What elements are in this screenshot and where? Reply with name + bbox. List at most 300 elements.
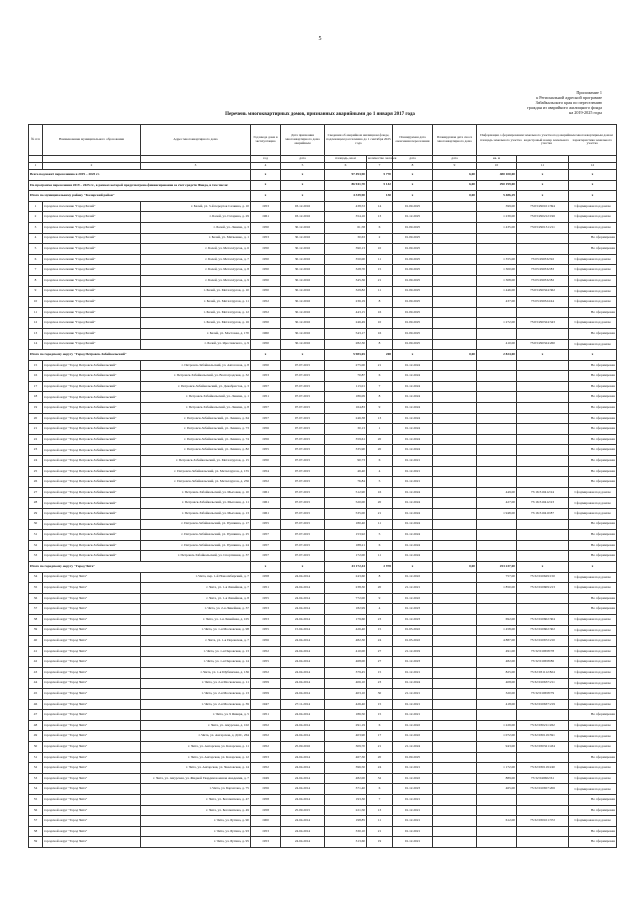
row-number: 38 [29, 614, 43, 625]
row-people: 21 [367, 742, 393, 753]
table-row [29, 275, 617, 286]
row-area: 193,30 [325, 795, 367, 806]
row-planned-date: 01.12.2023 [393, 657, 433, 668]
row-number: 39 [29, 625, 43, 636]
row-land-status: Не сформирован [569, 371, 617, 382]
row-cadastral: 75:32:010658:79 [517, 689, 569, 700]
x-mark: x [393, 561, 433, 572]
row-municipality: городской округ "Город Петровск-Забайкальский" [43, 456, 141, 467]
row-land-area: 757,00 [477, 572, 517, 583]
table-row [29, 763, 617, 774]
table-row [29, 784, 617, 795]
row-municipality: городской округ "Город Чита" [43, 805, 141, 816]
row-people: 6 [367, 720, 393, 731]
row-address: г. Чита, ул. 1-я Линейная, д. 7 [141, 583, 251, 594]
row-number: 43 [29, 667, 43, 678]
row-municipality: городское поселение "Город Балей" [43, 328, 141, 339]
row-land-status: Не сформирован [569, 551, 617, 562]
summary-land-area: 480 100,00 [477, 170, 517, 181]
row-municipality: городское поселение "Город Балей" [43, 265, 141, 276]
row-land-status: Не сформирован [569, 540, 617, 551]
row-area: 468,00 [325, 657, 367, 668]
colnum-cell: 11 [517, 163, 569, 170]
row-demolition-date [433, 519, 477, 530]
row-land-status: Сформирован под домом [569, 646, 617, 657]
row-land-status: Не сформирован [569, 381, 617, 392]
row-land-status: Не сформирован [569, 456, 617, 467]
land-info-title: Информация о формировании земельного участка под аварийным многоквартирным домом [480, 132, 613, 137]
row-cadastral: 75:32:030119:391 [517, 731, 569, 742]
row-land-area [477, 477, 517, 488]
row-land-area [477, 233, 517, 244]
row-area: 438,53 [325, 201, 367, 212]
row-land-area [477, 826, 517, 837]
row-cadastral: 75:32:010637:211 [517, 678, 569, 689]
row-address: г. Чита, ул. Амурская, ул. Жидкой Гвардии военная Академия, д. 7 [141, 773, 251, 784]
group-land: 0,00 [433, 350, 477, 361]
row-municipality: городской округ "Город Петровск-Забайкальский" [43, 509, 141, 520]
row-people: 6 [367, 371, 393, 382]
table-row [29, 509, 617, 520]
row-cadastral: 75:16:310412:24 [517, 487, 569, 498]
row-year: 1956 [251, 434, 281, 445]
row-recognition-date: 07.07.2015 [281, 551, 325, 562]
row-recognition-date: 30.12.2016 [281, 339, 325, 350]
row-cadastral [517, 710, 569, 721]
row-area: 350,00 [325, 254, 367, 265]
row-land-status: Сформирован под домом [569, 763, 617, 774]
row-recognition-date: 07.07.2015 [281, 519, 325, 530]
row-area: 371,40 [325, 784, 367, 795]
row-address: г. Петровск-Забайкальский, ул. Мысовая, д. 10 [141, 487, 251, 498]
row-address: г. Чита, ул. 2-я Московская, д. 13 [141, 689, 251, 700]
row-planned-date: 01.12.2024 [393, 360, 433, 371]
table-row [29, 265, 617, 276]
row-demolition-date [433, 212, 477, 223]
page-number: 5 [318, 36, 322, 42]
row-demolition-date [433, 551, 477, 562]
row-number: 35 [29, 583, 43, 594]
row-area: 113,01 [325, 381, 367, 392]
row-cadastral: 75:03:290324:44 [517, 297, 569, 308]
row-demolition-date [433, 487, 477, 498]
row-number: 7 [29, 265, 43, 276]
summary-people: 5 142 [367, 180, 393, 191]
colnum-cell: 8 [393, 163, 433, 170]
row-year: 1952 [251, 720, 281, 731]
row-year: 1955 [251, 519, 281, 530]
row-people: 6 [367, 784, 393, 795]
row-cadastral [517, 752, 569, 763]
row-number: 59 [29, 837, 43, 848]
row-municipality: городской округ "Город Чита" [43, 593, 141, 604]
row-land-status: Сформирован под домом [569, 625, 617, 636]
row-land-status: Сформирован под домом [569, 509, 617, 520]
table-row [29, 540, 617, 551]
row-year: 1956 [251, 636, 281, 647]
row-year: 1950 [251, 244, 281, 255]
row-demolition-date [433, 244, 477, 255]
col-year-header: Год ввода дома в эксплуатацию [251, 125, 281, 156]
row-planned-date: 01.12.2023 [393, 614, 433, 625]
document-title: Перечень многоквартирных домов, признанных аварийными до 1 января 2017 года [225, 112, 415, 117]
table-row [29, 244, 617, 255]
row-area: 410,00 [325, 646, 367, 657]
table-row [29, 339, 617, 350]
row-people: 8 [367, 297, 393, 308]
row-address: г. Петровск-Забайкальский, ул. Мысовая, д. 11 [141, 498, 251, 509]
row-land-status: Не сформирован [569, 752, 617, 763]
row-area: 238,30 [325, 583, 367, 594]
row-demolition-date [433, 678, 477, 689]
row-address: г. Петровск-Забайкальский, ул. Металлургов, д. 15 [141, 456, 251, 467]
row-land-status: Не сформирован [569, 837, 617, 848]
row-municipality: городское поселение "Город Балей" [43, 275, 141, 286]
row-recognition-date: 30.12.2016 [281, 328, 325, 339]
row-planned-date: 01.12.2021 [393, 667, 433, 678]
table-row [29, 201, 617, 212]
row-recognition-date: 30.12.2016 [281, 222, 325, 233]
x-mark: x [281, 170, 325, 181]
row-demolition-date [433, 456, 477, 467]
row-year: 1957 [251, 403, 281, 414]
x-mark: x [393, 191, 433, 202]
row-planned-date: 01.12.2021 [393, 763, 433, 774]
row-municipality: городской округ "Город Чита" [43, 731, 141, 742]
row-area: 426,40 [325, 625, 367, 636]
row-number: 46 [29, 699, 43, 710]
row-people: 21 [367, 509, 393, 520]
colnum-cell: 10 [477, 163, 517, 170]
row-cadastral [517, 530, 569, 541]
row-address: г. Петровск-Забайкальский, ул. Мысовая, д. 13 [141, 509, 251, 520]
col-land-header [477, 125, 617, 156]
row-cadastral: 75:32:030211:262 [517, 720, 569, 731]
row-recognition-date: 03.12.2016 [281, 212, 325, 223]
row-area: 246,49 [325, 318, 367, 329]
row-municipality: городской округ "Город Петровск-Забайкальский" [43, 551, 141, 562]
row-cadastral: 75:03:290332:92 [517, 254, 569, 265]
row-address: г. Балей, ул. Металлургов, д. 12 [141, 307, 251, 318]
row-demolition-date [433, 297, 477, 308]
row-cadastral [517, 424, 569, 435]
row-people: 21 [367, 826, 393, 837]
x-mark: x [517, 170, 569, 181]
row-land-area [477, 360, 517, 371]
row-land-area: 449,00 [477, 487, 517, 498]
row-demolition-date [433, 583, 477, 594]
x-mark: x [569, 561, 617, 572]
row-planned-date: 01.12.2021 [393, 699, 433, 710]
row-demolition-date [433, 699, 477, 710]
row-cadastral: 75:32:010658:78 [517, 646, 569, 657]
unit-cell: площадь, кв.м [325, 156, 367, 163]
row-area: 70,87 [325, 371, 367, 382]
row-number: 54 [29, 784, 43, 795]
row-cadastral [517, 837, 569, 848]
summary-people: 130 [367, 191, 393, 202]
row-municipality: городской округ "Город Чита" [43, 742, 141, 753]
summary-land: 6,00 [433, 180, 477, 191]
table-row [29, 222, 617, 233]
table-row [29, 636, 617, 647]
table-row [29, 413, 617, 424]
row-land-status: Сформирован под домом [569, 636, 617, 647]
row-land-status: Сформирован под домом [569, 689, 617, 700]
group-land-area: 253 237,00 [477, 561, 517, 572]
table-row [29, 519, 617, 530]
row-recognition-date: 24.04.2014 [281, 826, 325, 837]
row-cadastral: 75:03:290324:343 [517, 318, 569, 329]
summary-area: 97 493,90 [325, 170, 367, 181]
row-year: 1952 [251, 297, 281, 308]
table-row [29, 530, 617, 541]
row-year: 1900 [251, 816, 281, 827]
row-demolition-date [433, 392, 477, 403]
table-row [29, 625, 617, 636]
units-row [29, 156, 617, 163]
summary-land-area: 290 199,00 [477, 180, 517, 191]
row-recognition-date: 24.04.2014 [281, 731, 325, 742]
row-land-status: Сформирован под домом [569, 318, 617, 329]
row-planned-date: 01.12.2024 [393, 678, 433, 689]
row-year: 1952 [251, 477, 281, 488]
table-row [29, 487, 617, 498]
row-planned-date: 01.12.2024 [393, 498, 433, 509]
row-address: г. Балей, ул. Ленина, д. 3 [141, 222, 251, 233]
table-row [29, 498, 617, 509]
summary-people: 5 770 [367, 170, 393, 181]
row-recognition-date: 25.09.2016 [281, 742, 325, 753]
row-recognition-date: 07.07.2015 [281, 498, 325, 509]
row-year: 1950 [251, 222, 281, 233]
row-year: 1952 [251, 646, 281, 657]
row-people: 7 [367, 381, 393, 392]
row-area: 291,19 [325, 720, 367, 731]
row-number: 9 [29, 286, 43, 297]
row-number: 45 [29, 689, 43, 700]
row-municipality: городской округ "Город Чита" [43, 667, 141, 678]
row-municipality: городской округ "Город Чита" [43, 646, 141, 657]
row-land-area: 1 072,00 [477, 731, 517, 742]
row-address: г. Чита, ул. 2-я Линейная, д. 37 [141, 604, 251, 615]
table-row [29, 328, 617, 339]
row-number: 6 [29, 254, 43, 265]
row-land-area [477, 424, 517, 435]
row-year: 1953 [251, 752, 281, 763]
row-people: 27 [367, 657, 393, 668]
row-land-area [477, 530, 517, 541]
row-planned-date: 01.12.2024 [393, 434, 433, 445]
row-address: г. Чита, ул. Богомягкова, д. 47 [141, 795, 251, 806]
colnum-cell: 4 [251, 163, 281, 170]
row-address: г. Чита, пер. 1-й Новосибирский, д. 7 [141, 572, 251, 583]
row-municipality: городской округ "Город Чита" [43, 795, 141, 806]
row-planned-date: 01.12.2023 [393, 604, 433, 615]
appendix-line: граждан из аварийного жилищного фонда [527, 105, 602, 110]
row-address: г. Балей, ул. Матвеенко, д. 1 [141, 233, 251, 244]
row-area: 313,60 [325, 837, 367, 848]
row-land-status: Сформирован под домом [569, 784, 617, 795]
row-demolition-date [433, 614, 477, 625]
row-cadastral [517, 456, 569, 467]
row-municipality: городской округ "Город Чита" [43, 752, 141, 763]
row-address: г. Петровск-Забайкальский, ул. Волгоградская, д. 32 [141, 371, 251, 382]
row-planned-date: 01.12.2022 [393, 720, 433, 731]
table-row [29, 456, 617, 467]
row-municipality: городской округ "Город Петровск-Забайкальский" [43, 434, 141, 445]
row-recognition-date: 24.04.2014 [281, 784, 325, 795]
row-land-area: 437,00 [477, 297, 517, 308]
row-people: 30 [367, 689, 393, 700]
row-number: 41 [29, 646, 43, 657]
row-land-status: Сформирован под домом [569, 816, 617, 827]
row-recognition-date: 30.12.2016 [281, 318, 325, 329]
x-mark: x [517, 191, 569, 202]
row-demolition-date [433, 540, 477, 551]
row-address: г. Балей, ул. Металлургов, д. 9 [141, 275, 251, 286]
col-area-header: Сведения об аварийном жилищном фонде, подлежащем расселению до 1 сентября 2025 года [325, 125, 393, 156]
table-header-row [29, 125, 617, 156]
group-label: Итого по городскому округу "Город Чита" [29, 561, 251, 572]
row-land-area: 1 272,00 [477, 318, 517, 329]
row-recognition-date: 03.12.2016 [281, 201, 325, 212]
row-people: 11 [367, 254, 393, 265]
row-municipality: городской округ "Город Петровск-Забайкальский" [43, 360, 141, 371]
row-planned-date: 01.12.2022 [393, 572, 433, 583]
row-recognition-date: 27.11.2014 [281, 699, 325, 710]
row-cadastral: 75:16:310412:23 [517, 498, 569, 509]
row-number: 17 [29, 381, 43, 392]
row-recognition-date: 24.04.2014 [281, 689, 325, 700]
row-planned-date: 01.12.2024 [393, 381, 433, 392]
table-row [29, 551, 617, 562]
row-land-status: Сформирован под домом [569, 212, 617, 223]
table-row [29, 297, 617, 308]
row-area: 406,10 [325, 678, 367, 689]
row-demolition-date [433, 826, 477, 837]
row-area: 772,00 [325, 593, 367, 604]
row-people: 2 [367, 233, 393, 244]
row-land-area: 465,00 [477, 784, 517, 795]
row-land-status: Не сформирован [569, 519, 617, 530]
row-demolition-date [433, 307, 477, 318]
row-cadastral [517, 381, 569, 392]
row-cadastral [517, 244, 569, 255]
table-row [29, 689, 617, 700]
row-municipality: городской округ "Город Петровск-Забайкальский" [43, 477, 141, 488]
row-land-area [477, 604, 517, 615]
row-year: 1957 [251, 540, 281, 551]
group-people: 208 [367, 350, 393, 361]
row-municipality: городской округ "Город Петровск-Забайкальский" [43, 403, 141, 414]
row-number: 3 [29, 222, 43, 233]
row-year: 1952 [251, 667, 281, 678]
row-year: 1951 [251, 392, 281, 403]
row-planned-date: 01.12.2022 [393, 773, 433, 784]
row-planned-date: 21.12.2024 [393, 742, 433, 753]
row-demolition-date [433, 424, 477, 435]
row-people: 6 [367, 456, 393, 467]
row-demolition-date [433, 657, 477, 668]
row-land-area: 1 239,00 [477, 212, 517, 223]
row-land-area [477, 381, 517, 392]
row-planned-date: 01.09.2025 [393, 265, 433, 276]
table-row [29, 604, 617, 615]
row-people: 14 [367, 201, 393, 212]
row-address: г. Чита, ул. 1-я Линейная, д. 8 [141, 593, 251, 604]
row-address: г. Чита, ул. 1-я Линейная, д. 105 [141, 614, 251, 625]
row-cadastral: 75:32:010602:302 [517, 625, 569, 636]
row-land-status: Сформирован под домом [569, 265, 617, 276]
row-address: г. Балей, ул. Металлургов, д. 16 [141, 318, 251, 329]
table-row [29, 646, 617, 657]
row-municipality: городской округ "Город Чита" [43, 689, 141, 700]
row-people: 15 [367, 265, 393, 276]
row-demolition-date [433, 720, 477, 731]
row-people: 11 [367, 816, 393, 827]
row-land-area: 825,00 [477, 667, 517, 678]
unit-cell: дата [433, 156, 477, 163]
group-area: 5 983,65 [325, 350, 367, 361]
row-year: 1950 [251, 339, 281, 350]
row-area: 49,40 [325, 466, 367, 477]
row-recognition-date: 24.04.2014 [281, 795, 325, 806]
row-number: 42 [29, 657, 43, 668]
row-people: 13 [367, 413, 393, 424]
row-address: г. Балей, ул. 3-й переулок Сечкина, д. 10 [141, 201, 251, 212]
colnum-cell: 1 [29, 163, 43, 170]
appendix-line: Забайкальского края по переселению [535, 100, 602, 105]
row-land-area: 1 446,00 [477, 286, 517, 297]
row-area: 236,19 [325, 297, 367, 308]
row-land-status: Не сформирован [569, 530, 617, 541]
row-planned-date: 01.12.2024 [393, 509, 433, 520]
row-recognition-date: 30.12.2016 [281, 275, 325, 286]
row-year: 1953 [251, 233, 281, 244]
row-area: 335,90 [325, 445, 367, 456]
row-recognition-date: 24.04.2014 [281, 837, 325, 848]
row-address: г. Балей, ул. Металлургов, д. 8 [141, 265, 251, 276]
row-year: 1950 [251, 318, 281, 329]
row-land-area [477, 710, 517, 721]
row-people: 20 [367, 434, 393, 445]
row-demolition-date [433, 773, 477, 784]
table-row [29, 318, 617, 329]
row-planned-date: 01.12.2021 [393, 466, 433, 477]
row-land-area: 889,00 [477, 773, 517, 784]
row-land-area [477, 593, 517, 604]
row-planned-date: 01.12.2021 [393, 456, 433, 467]
row-land-area [477, 795, 517, 806]
row-municipality: городской округ "Город Чита" [43, 657, 141, 668]
row-area: 309,70 [325, 742, 367, 753]
row-land-status: Не сформирован [569, 328, 617, 339]
row-cadastral [517, 519, 569, 530]
row-address: г. Чита, ул. 1-я Перовская, д. 13 [141, 646, 251, 657]
row-planned-date: 01.12.2024 [393, 530, 433, 541]
row-land-area [477, 371, 517, 382]
x-mark: x [517, 350, 569, 361]
group-people: 2 978 [367, 561, 393, 572]
row-recognition-date: 24.04.2014 [281, 816, 325, 827]
unit-cell: дата [281, 156, 325, 163]
row-area: 512,90 [325, 487, 367, 498]
row-cadastral [517, 466, 569, 477]
row-area: 426,40 [325, 699, 367, 710]
row-area: 520,00 [325, 498, 367, 509]
row-demolition-date [433, 498, 477, 509]
